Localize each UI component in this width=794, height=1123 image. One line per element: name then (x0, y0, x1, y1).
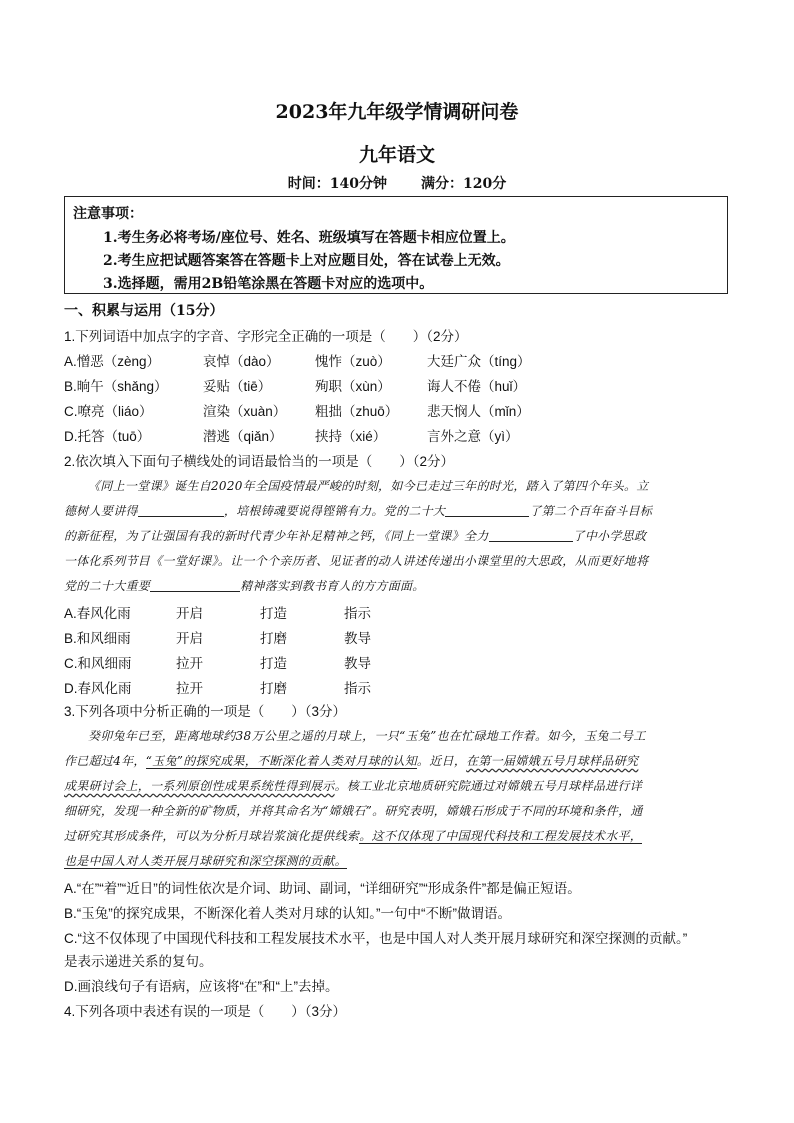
q1-option: 粗拙（zhuō） (315, 404, 399, 419)
q1-option: 潜逃（qiǎn） (203, 429, 283, 444)
wavy-underlined-sentence: 在第一届嫦娥五号月球样品研究 (466, 754, 639, 768)
q2-option: B.和风细雨 (64, 631, 131, 646)
passage-line: 成果研讨会上，一系列原创性成果系统性得到展示。核工业北京地质研究院通过对嫦娥五号月球样品进行详 (64, 779, 643, 793)
fill-blank (445, 504, 529, 517)
underlined-sentence: 也是中国人对人类开展月球研究和深空探测的贡献。 (64, 854, 347, 868)
passage-line: 党的二十大重要 精神落实到教书育人的方方面面。 (64, 579, 425, 593)
exam-time: 时间：140分钟 (287, 176, 387, 192)
q1-stem: 1.下列词语中加点字的字音、字形完全正确的一项是（ ）（2分） (64, 329, 468, 344)
q2-option: A.春风化雨 (64, 606, 131, 621)
q2-stem: 2.依次填入下面句子横线处的词语最恰当的一项是（ ）（2分） (64, 454, 455, 469)
passage-line: 一体化系列节目《一堂好课》。让一个个亲历者、见证者的动人讲述传递出小课堂里的大思政，从而更好地将 (64, 554, 649, 568)
underlined-sentence: “玉兔”的探究成果，不断深化着人类对月球的认知 (145, 754, 417, 768)
q2-option: 打造 (260, 656, 287, 671)
passage-line: 细研究，发现一种全新的矿物质，并将其命名为“嫦娥石”。研究表明，嫦娥石形成于不同的环境和条件，通 (64, 804, 643, 818)
notice-item: 3.选择题，需用2B铅笔涂黑在答题卡对应的选项中。 (103, 276, 434, 292)
q2-option: 开启 (176, 631, 203, 646)
q1-option: 诲人不倦（huǐ） (427, 379, 527, 394)
q1-option: 挟持（xié） (315, 429, 387, 444)
q1-option: A.憎恶（zèng） (64, 354, 161, 369)
q3-stem: 3.下列各项中分析正确的一项是（ ）（3分） (64, 704, 347, 719)
wavy-underlined-sentence: 成果研讨会上，一系列原创性成果系统性得到展示 (64, 779, 335, 793)
q2-option: 拉开 (176, 681, 203, 696)
passage-line: 的新征程，为了让强国有我的新时代青少年补足精神之钙，《同上一堂课》全力 了中小学思政 (64, 529, 647, 543)
passage-line: 癸卯兔年已至，距离地球约38万公里之遥的月球上，一只“玉兔”也在忙碌地工作着。如今，玉兔二号工 (88, 729, 646, 743)
q3-option: A.“在”“着”“近日”的词性依次是介词、助词、副词，“详细研究”“形成条件”都是偏正短语。 (64, 881, 581, 896)
q1-option: 妥贴（tiē） (203, 379, 272, 394)
q1-option: 愧怍（zuò） (315, 354, 391, 369)
q2-option: C.和风细雨 (64, 656, 132, 671)
underlined-sentence: 。这不仅体现了中国现代科技和工程发展技术水平， (359, 829, 643, 843)
q1-option: 悲天悯人（mǐn） (427, 404, 530, 419)
section-heading: 一、积累与运用（15分） (64, 303, 224, 319)
passage-line: 过研究其形成条件，可以为分析月球岩浆演化提供线索。这不仅体现了中国现代科技和工程发展技术水平， (64, 829, 643, 843)
exam-score: 满分：120分 (421, 176, 507, 192)
q2-option: 打磨 (260, 681, 287, 696)
q1-option: 渲染（xuàn） (203, 404, 287, 419)
q1-option: B.晌午（shǎng） (64, 379, 168, 394)
passage-line: 《同上一堂课》诞生自2020年全国疫情最严峻的时刻，如今已走过三年的时光，踏入了第四个年头。立 (88, 479, 649, 493)
q2-option: 打造 (260, 606, 287, 621)
q1-option: C.嘹亮（liáo） (64, 404, 153, 419)
notice-item: 1.考生务必将考场/座位号、姓名、班级填写在答题卡相应位置上。 (103, 230, 515, 246)
exam-title: 2023年九年级学情调研问卷 (275, 101, 519, 123)
q3-option: C.“这不仅体现了中国现代科技和工程发展技术水平，也是中国人对人类开展月球研究和深空探测的贡献。” (64, 931, 688, 946)
q2-option: 拉开 (176, 656, 203, 671)
q2-option: 指示 (344, 681, 371, 696)
passage-line: 作已超过4年，“玉兔”的探究成果，不断深化着人类对月球的认知。近日，在第一届嫦娥五号月球样品研究 (64, 754, 639, 768)
fill-blank (138, 504, 224, 517)
q2-option: D.春风化雨 (64, 681, 132, 696)
notice-item: 2.考生应把试题答案答在答题卡上对应题目处，答在试卷上无效。 (103, 253, 510, 269)
q2-option: 打磨 (260, 631, 287, 646)
notice-heading: 注意事项： (73, 206, 143, 222)
notice-box (64, 196, 728, 294)
exam-subject: 九年语文 (358, 144, 435, 166)
fill-blank (150, 579, 240, 592)
exam-meta (0, 173, 794, 193)
q3-option: B.“玉兔”的探究成果，不断深化着人类对月球的认知。”一句中“不断”做谓语。 (64, 906, 511, 921)
q1-option: 言外之意（yì） (427, 429, 519, 444)
fill-blank (489, 529, 573, 542)
q2-option: 教导 (344, 656, 371, 671)
q2-option: 教导 (344, 631, 371, 646)
q1-option: D.托答（tuō） (64, 429, 151, 444)
q1-option: 殉职（xùn） (315, 379, 391, 394)
passage-line: 德树人要讲得 ，培根铸魂要说得铿锵有力。党的二十大 了第二个百年奋斗目标 (64, 504, 653, 518)
q2-option: 指示 (344, 606, 371, 621)
q3-option: 是表示递进关系的复句。 (64, 954, 213, 969)
q3-option: D.画浪线句子有语病，应该将“在”和“上”去掉。 (64, 979, 339, 994)
passage-line (64, 852, 347, 869)
q2-option: 开启 (176, 606, 203, 621)
q1-option: 哀悼（dào） (203, 354, 280, 369)
q4-stem: 4.下列各项中表述有误的一项是（ ）（3分） (64, 1004, 347, 1019)
q1-option: 大廷广众（tíng） (427, 354, 531, 369)
